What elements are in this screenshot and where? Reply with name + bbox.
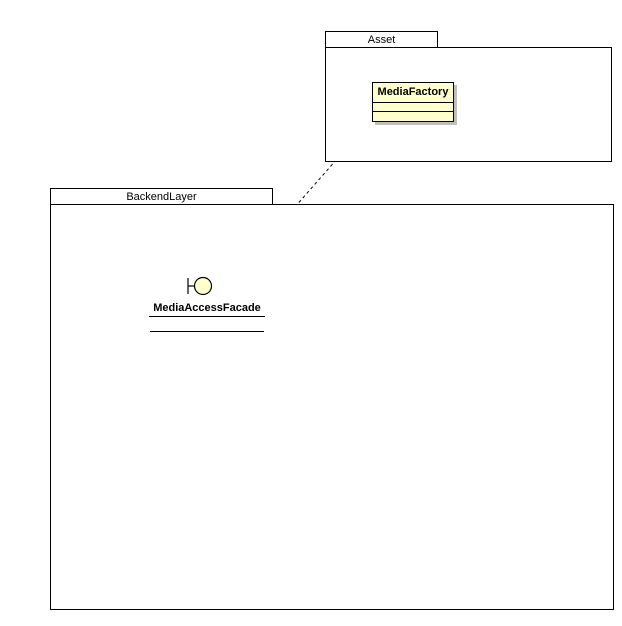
- class-mediafactory-name: MediaFactory: [373, 83, 453, 103]
- package-backendlayer-tab: [50, 188, 273, 205]
- package-asset-body: [325, 47, 612, 162]
- package-asset-label: Asset: [367, 34, 396, 46]
- package-backendlayer-label: BackendLayer: [126, 191, 197, 203]
- package-asset-tab: [325, 31, 438, 48]
- package-backendlayer-body: [50, 204, 614, 610]
- class-mediafactory[interactable]: [372, 82, 454, 122]
- class-mediafactory-operations: [373, 112, 453, 121]
- class-mediafactory-attributes: [373, 103, 453, 112]
- interface-mediaaccessfacade-label: MediaAccessFacade: [153, 302, 261, 314]
